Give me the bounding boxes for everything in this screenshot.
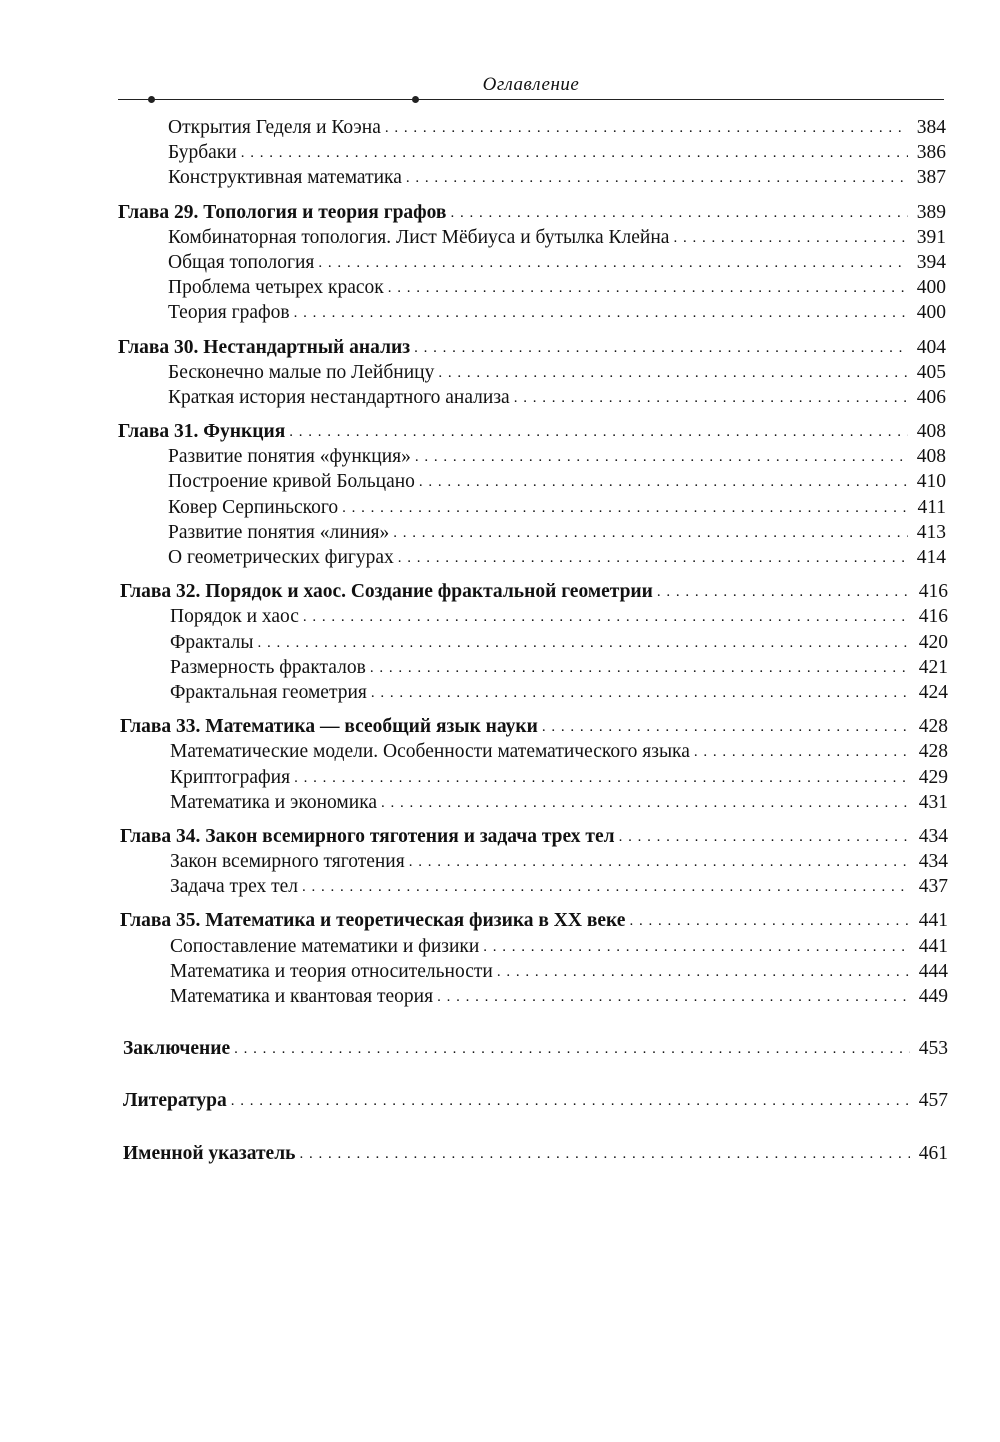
toc-chapter-title: Глава 34. Закон всемирного тяготения и задача трех тел [120, 825, 615, 847]
leader-dots [371, 679, 910, 706]
toc-entry-title: Конструктивная математика [168, 167, 402, 189]
toc-entry-page: 437 [918, 876, 948, 898]
toc-entry-title: Порядок и хаос [170, 606, 299, 628]
toc-entry-page: 429 [918, 766, 948, 788]
leader-dots [388, 274, 908, 301]
toc-chapter-page: 441 [918, 910, 948, 932]
toc-entry-page: 384 [916, 117, 946, 138]
toc-entry[interactable] [118, 545, 946, 570]
toc-entry[interactable] [118, 360, 946, 385]
toc-entry-title: Математические модели. Особенности математического языка [170, 741, 690, 763]
toc-chapter[interactable] [120, 714, 948, 739]
toc-entry[interactable] [118, 444, 946, 469]
leader-dots [234, 1035, 910, 1062]
toc-entry-title: Развитие понятия «функция» [168, 446, 411, 468]
toc-entry-page: 421 [918, 656, 948, 678]
toc-chapter-page: 404 [916, 336, 946, 358]
leader-dots [437, 983, 910, 1010]
leader-dots [342, 494, 908, 521]
toc-entry-page: 387 [916, 167, 946, 189]
leader-dots [302, 873, 910, 900]
toc-entry[interactable] [120, 790, 948, 815]
toc-chapter-page: 428 [918, 716, 948, 738]
toc-entry-page: 405 [916, 361, 946, 383]
toc-backmatter-page: 453 [918, 1038, 948, 1060]
leader-dots [483, 933, 910, 960]
leader-dots [303, 603, 910, 630]
toc-entry-page: 394 [916, 251, 946, 273]
toc-entry-title: О геометрических фигурах [168, 547, 394, 568]
leader-dots [299, 1140, 910, 1167]
toc-backmatter[interactable] [120, 1088, 948, 1113]
toc-backmatter[interactable] [120, 1141, 948, 1166]
leader-dots [673, 224, 908, 251]
leader-dots [409, 848, 910, 875]
toc-entry-title: Размерность фракталов [170, 656, 366, 678]
toc-chapter-page: 434 [918, 825, 948, 847]
rule-dot-left [148, 96, 155, 103]
toc-entry[interactable] [120, 849, 948, 874]
toc-entry-title: Построение кривой Больцано [168, 471, 415, 493]
toc-entry[interactable] [118, 520, 946, 545]
leader-dots [318, 249, 908, 276]
leader-dots [289, 418, 908, 445]
toc-entry[interactable] [120, 984, 948, 1009]
toc-chapter[interactable] [120, 824, 948, 849]
toc-chapter[interactable] [120, 908, 948, 933]
toc-entry-title: Бесконечно малые по Лейбницу [168, 361, 435, 383]
toc-chapter-title: Глава 31. Функция [118, 421, 286, 443]
toc-entry-page: 434 [918, 851, 948, 873]
table-of-contents [118, 115, 946, 1166]
toc-chapter-title: Глава 30. Нестандартный анализ [118, 336, 411, 358]
leader-dots [294, 764, 910, 791]
toc-chapter[interactable] [120, 579, 948, 604]
toc-entry[interactable] [118, 495, 946, 520]
toc-entry-title: Математика и квантовая теория [170, 986, 434, 1007]
toc-entry-title: Фракталы [170, 631, 254, 653]
toc-entry[interactable] [120, 934, 948, 959]
toc-entry-title: Закон всемирного тяготения [170, 851, 405, 873]
toc-backmatter-page: 461 [918, 1142, 948, 1164]
toc-entry[interactable] [118, 275, 946, 300]
toc-entry-page: 431 [918, 791, 948, 813]
leader-dots [657, 578, 910, 605]
toc-entry-page: 416 [918, 606, 948, 628]
toc-entry-page: 420 [918, 631, 948, 653]
leader-dots [385, 114, 908, 141]
toc-backmatter-page: 457 [918, 1090, 948, 1112]
toc-entry-title: Криптография [170, 766, 291, 788]
toc-entry[interactable] [118, 115, 946, 140]
toc-entry[interactable] [118, 300, 946, 325]
rule-dot-middle [412, 96, 419, 103]
leader-dots [393, 519, 908, 546]
toc-backmatter-title: Литература [123, 1090, 227, 1112]
leader-dots [381, 789, 910, 816]
toc-entry-title: Общая топология [168, 251, 315, 273]
leader-dots [294, 299, 908, 326]
leader-dots [619, 823, 910, 850]
leader-dots [414, 334, 908, 361]
toc-entry-page: 400 [916, 277, 946, 299]
toc-entry-page: 411 [917, 496, 946, 518]
toc-entry[interactable] [118, 140, 946, 165]
toc-entry-page: 428 [918, 741, 948, 763]
leader-dots [629, 907, 910, 934]
toc-entry[interactable] [118, 385, 946, 410]
toc-entry[interactable] [120, 739, 948, 764]
toc-entry-title: Открытия Геделя и Коэна [168, 117, 381, 138]
toc-entry-page: 413 [916, 521, 946, 543]
leader-dots [694, 738, 910, 765]
toc-chapter-title: Глава 32. Порядок и хаос. Создание фрактальной геометрии [120, 581, 653, 603]
toc-entry-title: Развитие понятия «линия» [168, 521, 390, 543]
header-rule [118, 99, 944, 100]
toc-entry-title: Теория графов [168, 302, 290, 324]
toc-entry[interactable] [118, 469, 946, 494]
toc-entry-page: 391 [916, 226, 946, 248]
leader-dots [415, 443, 908, 470]
toc-entry-title: Сопоставление математики и физики [170, 935, 480, 957]
leader-dots [419, 468, 908, 495]
toc-entry-page: 406 [916, 386, 946, 408]
toc-entry-title: Фрактальная геометрия [170, 681, 367, 703]
leader-dots [406, 164, 908, 191]
toc-entry-title: Проблема четырех красок [168, 277, 384, 299]
toc-entry[interactable] [118, 250, 946, 275]
leader-dots [450, 199, 908, 226]
toc-backmatter[interactable] [120, 1036, 948, 1061]
leader-dots [438, 359, 908, 386]
toc-backmatter-title: Именной указатель [123, 1142, 296, 1164]
toc-chapter-page: 416 [918, 581, 948, 603]
leader-dots [398, 544, 908, 571]
toc-chapter-page: 389 [916, 201, 946, 223]
leader-dots [497, 958, 910, 985]
toc-entry-page: 386 [916, 142, 946, 164]
running-head: Оглавление [482, 74, 580, 95]
toc-chapter-title: Глава 35. Математика и теоретическая физика в XX веке [120, 910, 626, 932]
toc-entry-page: 410 [916, 471, 946, 493]
toc-entry-page: 408 [916, 446, 946, 468]
toc-chapter[interactable] [118, 335, 946, 360]
toc-chapter-page: 408 [916, 421, 946, 443]
toc-entry[interactable] [120, 630, 948, 655]
toc-entry-title: Задача трех тел [170, 876, 298, 898]
leader-dots [370, 654, 910, 681]
leader-dots [241, 139, 908, 166]
toc-chapter-title: Глава 33. Математика — всеобщий язык науки [120, 716, 538, 738]
toc-entry-page: 414 [916, 547, 946, 568]
toc-entry-title: Ковер Серпиньского [168, 496, 339, 518]
leader-dots [231, 1087, 910, 1114]
toc-entry-page: 449 [918, 986, 948, 1007]
toc-chapter-title: Глава 29. Топология и теория графов [118, 201, 447, 223]
toc-entry-title: Математика и теория относительности [170, 960, 493, 982]
toc-chapter[interactable] [118, 200, 946, 225]
toc-backmatter-title: Заключение [123, 1038, 231, 1060]
toc-entry[interactable] [120, 959, 948, 984]
toc-entry[interactable] [120, 680, 948, 705]
toc-entry-title: Бурбаки [168, 142, 237, 164]
toc-entry-title: Краткая история нестандартного анализа [168, 386, 510, 408]
toc-entry-title: Комбинаторная топология. Лист Мёбиуса и бутылка Клейна [168, 226, 670, 248]
toc-entry[interactable] [120, 874, 948, 899]
toc-entry[interactable] [120, 604, 948, 629]
toc-entry-page: 424 [918, 681, 948, 703]
toc-entry-page: 444 [918, 960, 948, 982]
toc-entry[interactable] [120, 655, 948, 680]
toc-entry-title: Математика и экономика [170, 791, 378, 813]
leader-dots [542, 713, 910, 740]
leader-dots [514, 384, 908, 411]
toc-entry[interactable] [120, 765, 948, 790]
toc-entry-page: 400 [916, 302, 946, 324]
toc-entry[interactable] [118, 225, 946, 250]
leader-dots [257, 629, 910, 656]
toc-entry-page: 441 [918, 935, 948, 957]
toc-chapter[interactable] [118, 419, 946, 444]
toc-entry[interactable] [118, 165, 946, 190]
